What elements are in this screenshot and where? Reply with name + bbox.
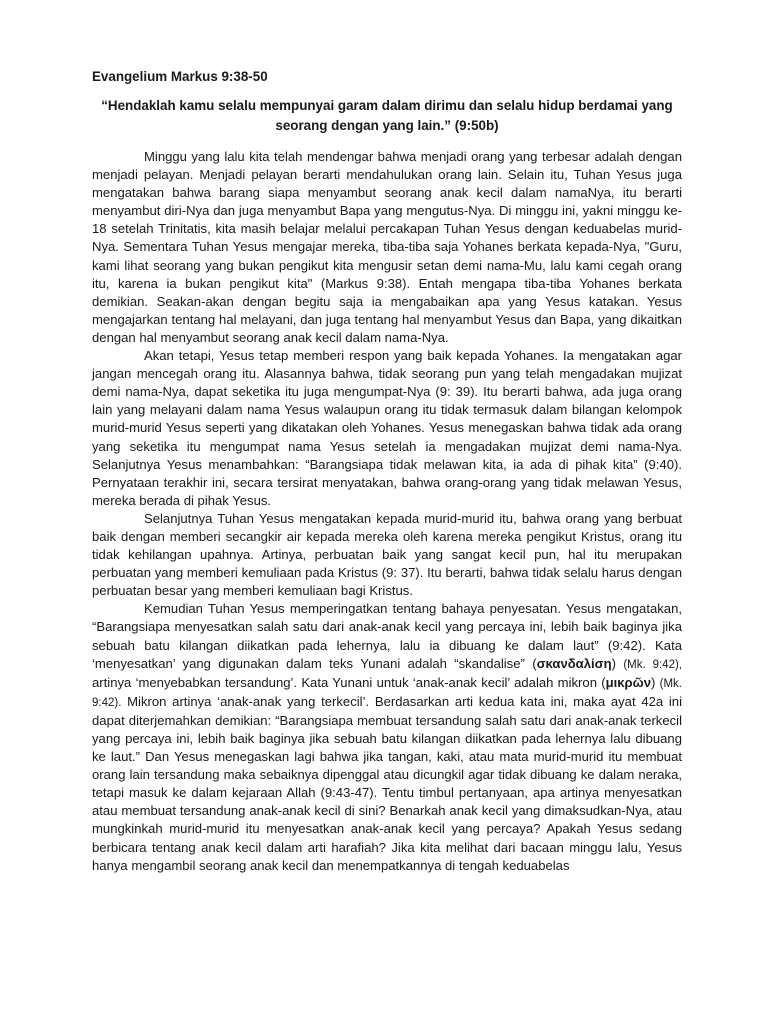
reference-mk-9-42: (Mk. 9:42), — [623, 658, 682, 671]
paragraph-4-text: ) — [611, 655, 624, 671]
greek-word-skandalise: σκανδαλίση — [536, 655, 612, 671]
verse-quote: “Hendaklah kamu selalu mempunyai garam dalam dirimu dan selalu hidup berdamai yang seorang dengan yang lain.” (9:50b) — [101, 98, 673, 133]
paragraph-2: Akan tetapi, Yesus tetap memberi respon yang baik kepada Yohanes. Ia mengatakan agar jangan mencegah orang itu. Alasannya bahwa, tidak seorang pun yang telah mengadakan mujizat demi nama-Nya, dapat seketika itu juga mengumpat-Nya (9: 39). Itu berarti bahwa, ada juga orang lain yang melayani dalam nama Yesus walaupun orang itu tidak termasuk dalam bilangan kelompok murid-murid Yesus seperti yang dikatakan oleh Yohanes. Yesus menegaskan bahwa tidak ada orang yang seketika itu mengumpat nama Yesus setelah ia mengadakan mujizat demi nama-Nya. Selanjutnya Yesus menambahkan: “Barangsiapa tidak melawan kita, ia ada di pihak kita” (9:40). Pernyataan terakhir ini, secara tersirat menyatakan, bahwa orang-orang yang tidak melawan Yesus, mereka berada di pihak Yesus. — [92, 348, 682, 508]
paragraph-3: Selanjutnya Tuhan Yesus mengatakan kepada murid-murid itu, bahwa orang yang berbuat baik dengan memberi secangkir air kepada mereka oleh karena mereka pengikut Kristus, orang itu tidak kehilangan upahnya. Artinya, perbuatan baik yang sangat kecil pun, hal itu merupakan perbuatan yang memberi kemuliaan pada Kristus (9: 37). Itu berarti, bahwa tidak selalu harus dengan perbuatan besar yang memberi kemuliaan bagi Kristus. — [92, 510, 682, 599]
paragraph-4-text: artinya ‘menyebabkan tersandung’. Kata Yunani untuk ‘anak-anak kecil’ adalah mikron ( — [92, 674, 606, 690]
document-title: Evangelium Markus 9:38-50 — [92, 69, 268, 84]
reference-mk-9-42: (Mk. 9:42). — [92, 677, 682, 709]
paragraph-4 — [92, 600, 682, 874]
greek-word-mikron: μικρῶν — [605, 674, 652, 690]
paragraph-4-text: ) — [651, 674, 660, 690]
paragraph-1: Minggu yang lalu kita telah mendengar bahwa menjadi orang yang terbesar adalah dengan menjadi pelayan. Menjadi pelayan berarti mendahulukan orang lain. Selain itu, Tuhan Yesus juga mengatakan bahwa barang siapa menyambut seorang anak kecil dalam namaNya, itu berarti menyambut diri-Nya dan juga menyambut Bapa yang mengutus-Nya. Di minggu ini, yakni minggu ke-18 setelah Trinitatis, kita masih belajar melalui percakapan Tuhan Yesus dengan keduabelas murid-Nya. Sementara Tuhan Yesus mengajar mereka, tiba-tiba saja Yohanes berkata kepada-Nya, "Guru, kami lihat seorang yang bukan pengikut kita mengusir setan demi nama-Mu, lalu kami cegah orang itu, karena ia bukan pengikut kita" (Markus 9:38). Entah mengapa tiba-tiba Yohanes berkata demikian. Seakan-akan dengan begitu saja ia mengabaikan apa yang Yesus katakan. Yesus mengajarkan tentang hal melayani, dan juga tentang hal menyambut Yesus dan Bapa, yang dikaitkan dengan hal menyambut seorang anak kecil dalam nama-Nya. — [92, 149, 682, 345]
paragraph-4-text: Mikron artinya ‘anak-anak yang terkecil’. Berdasarkan arti kedua kata ini, maka ayat 42a ini dapat diterjemahkan demikian: “Barangsiapa membuat tersandung salah satu dari anak-anak terkecil yang percaya ini, lebih baik baginya jika sebuah batu kilangan diikatkan pada lehernya lalu dibuang ke laut.” Dan Yesus menegaskan lagi bahwa jika tangan, kaki, atau mata murid-murid itu membuat orang lain tersandung maka sebaiknya dipenggal atau dicungkil agar tidak dibuang ke dalam neraka, tetapi masuk ke dalam kejaraan Allah (9:43-47). Tentu timbul pertanyaan, apa artinya menyesatkan atau membuat tersandung anak-anak kecil di sini? Benarkah anak kecil yang dimaksudkan-Nya, atau mungkinkah murid-murid itu menyesatkan anak-anak kecil yang percaya? Apakah Yesus sedang berbicara tentang anak kecil dalam arti harafiah? Jika kita melihat dari bacaan minggu lalu, Yesus hanya mengambil seorang anak kecil dan menempatkannya di tengah keduabelas — [92, 693, 682, 873]
paragraph-4-text: Kemudian Tuhan Yesus memperingatkan tentang bahaya penyesatan. Yesus mengatakan, “Barangsiapa menyesatkan salah satu dari anak-anak kecil yang percaya ini, lebih baik baginya jika sebuah batu kilangan diikatkan pada lehernya, lalu ia dibuang ke dalam laut” (9:42). Kata ‘menyesatkan’ yang digunakan dalam teks Yunani adalah “skandalise” ( — [92, 601, 682, 671]
